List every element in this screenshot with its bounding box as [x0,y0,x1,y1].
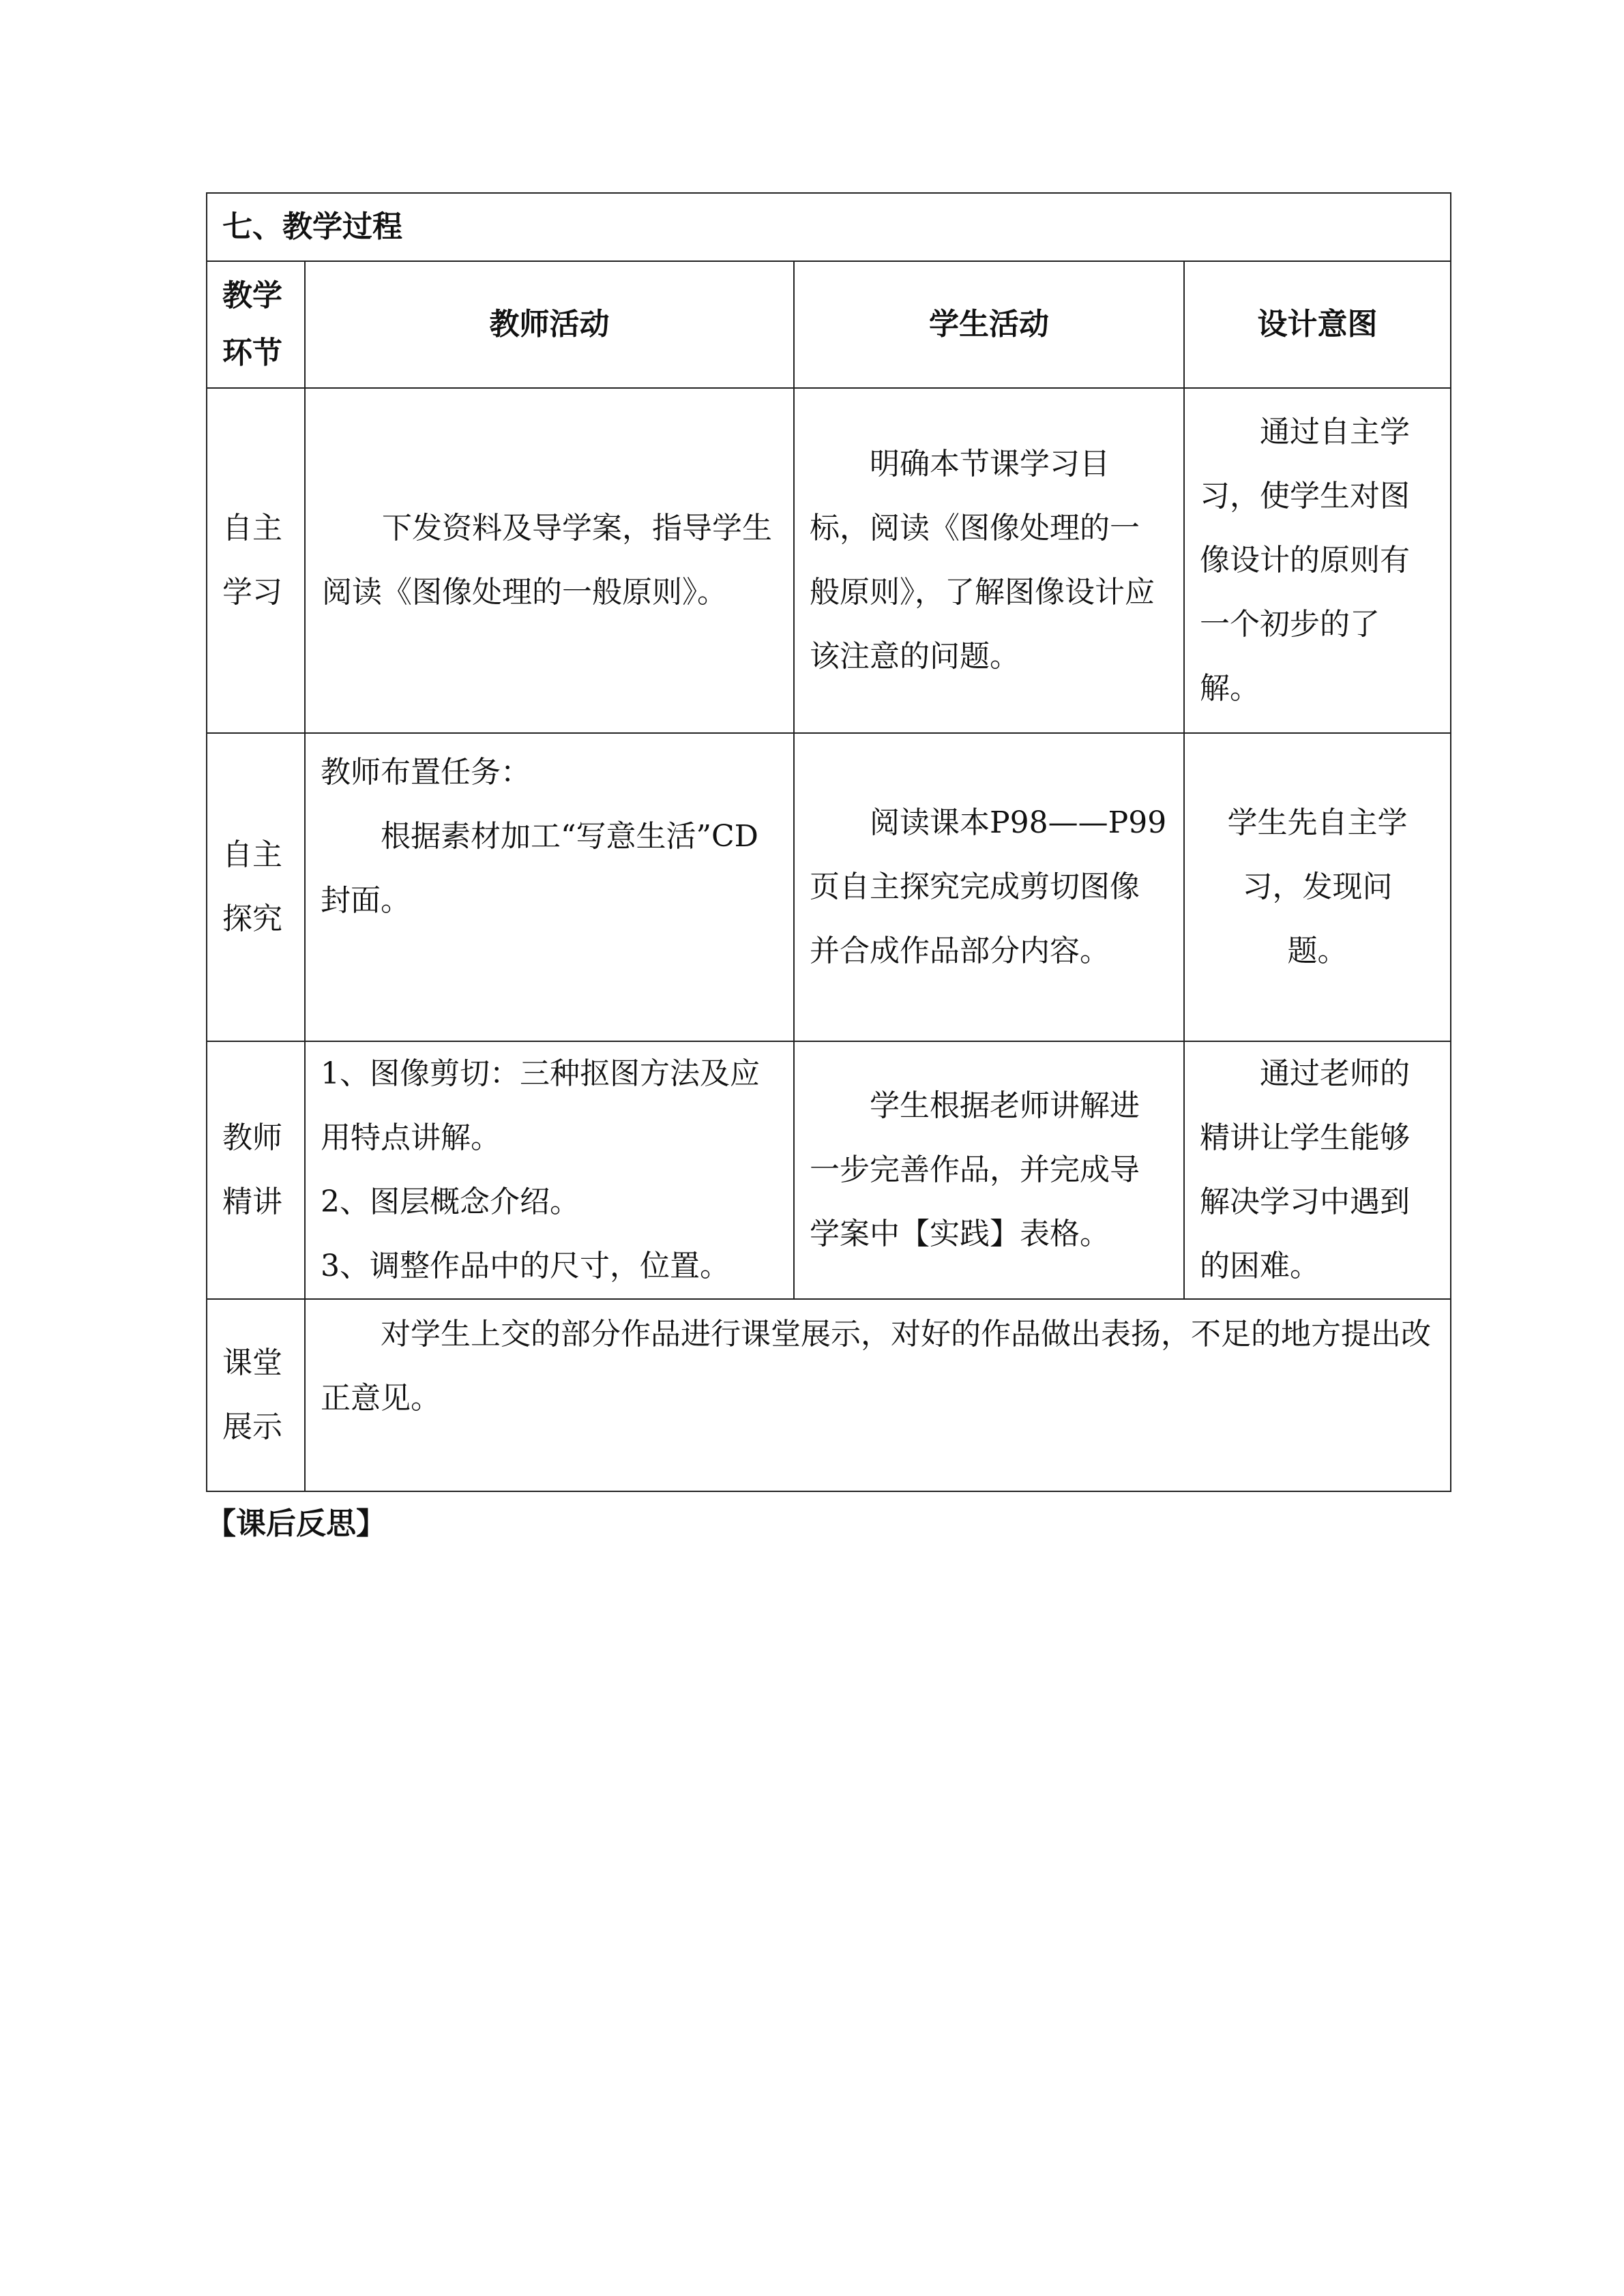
stage-cell: 课堂展示 [207,1299,305,1491]
student-activity-cell: 学生根据老师讲解进一步完善作品，并完成导学案中【实践】表格。 [794,1041,1184,1299]
header-design-intent: 设计意图 [1184,261,1451,388]
table-row [207,1041,1451,1299]
stage-cell: 教师精讲 [207,1041,305,1299]
teacher-activity-cell [305,388,794,733]
design-intent-cell: 学生先自主学习，发现问题。 [1184,733,1451,1041]
header-teacher-activity: 教师活动 [305,261,794,388]
teaching-process-table [206,192,1451,1492]
teacher-activity-cell [305,733,794,1041]
header-stage: 教学环节 [207,261,305,388]
teacher-activity-text: 2、图层概念介绍。 [321,1184,580,1219]
table-row [207,388,1451,733]
table-row [207,1299,1451,1491]
teacher-activity-text: 根据素材加工“写意生活”CD封面。 [321,819,758,918]
stage-cell: 自主探究 [207,733,305,1041]
header-row [207,261,1451,388]
section-title: 七、教学过程 [207,193,1451,261]
design-intent-cell: 通过老师的精讲让学生能够解决学习中遇到的困难。 [1184,1041,1451,1299]
stage-cell: 自主学习 [207,388,305,733]
teacher-activity-text: 3、调整作品中的尺寸，位置。 [321,1249,730,1283]
table-row [207,733,1451,1041]
header-student-activity: 学生活动 [794,261,1184,388]
student-activity-cell: 阅读课本P98——P99页自主探究完成剪切图像并合成作品部分内容。 [794,733,1184,1041]
teacher-activity-text: 教师布置任务： [321,755,531,790]
student-activity-cell: 明确本节课学习目标，阅读《图像处理的一般原则》，了解图像设计应该注意的问题。 [794,388,1184,733]
teacher-activity-text: 下发资料及导学案，指导学生阅读《图像处理的一般原则》。 [322,511,772,610]
design-intent-cell: 通过自主学习，使学生对图像设计的原则有一个初步的了解。 [1184,388,1451,733]
class-show-content: 对学生上交的部分作品进行课堂展示，对好的作品做出表扬，不足的地方提出改正意见。 [305,1299,1451,1491]
teacher-activity-cell [305,1041,794,1299]
after-class-reflection-heading: 【课后反思】 [206,1506,386,1541]
teacher-activity-text: 1、图像剪切：三种抠图方法及应用特点讲解。 [321,1056,760,1155]
section-title-row [207,193,1451,261]
